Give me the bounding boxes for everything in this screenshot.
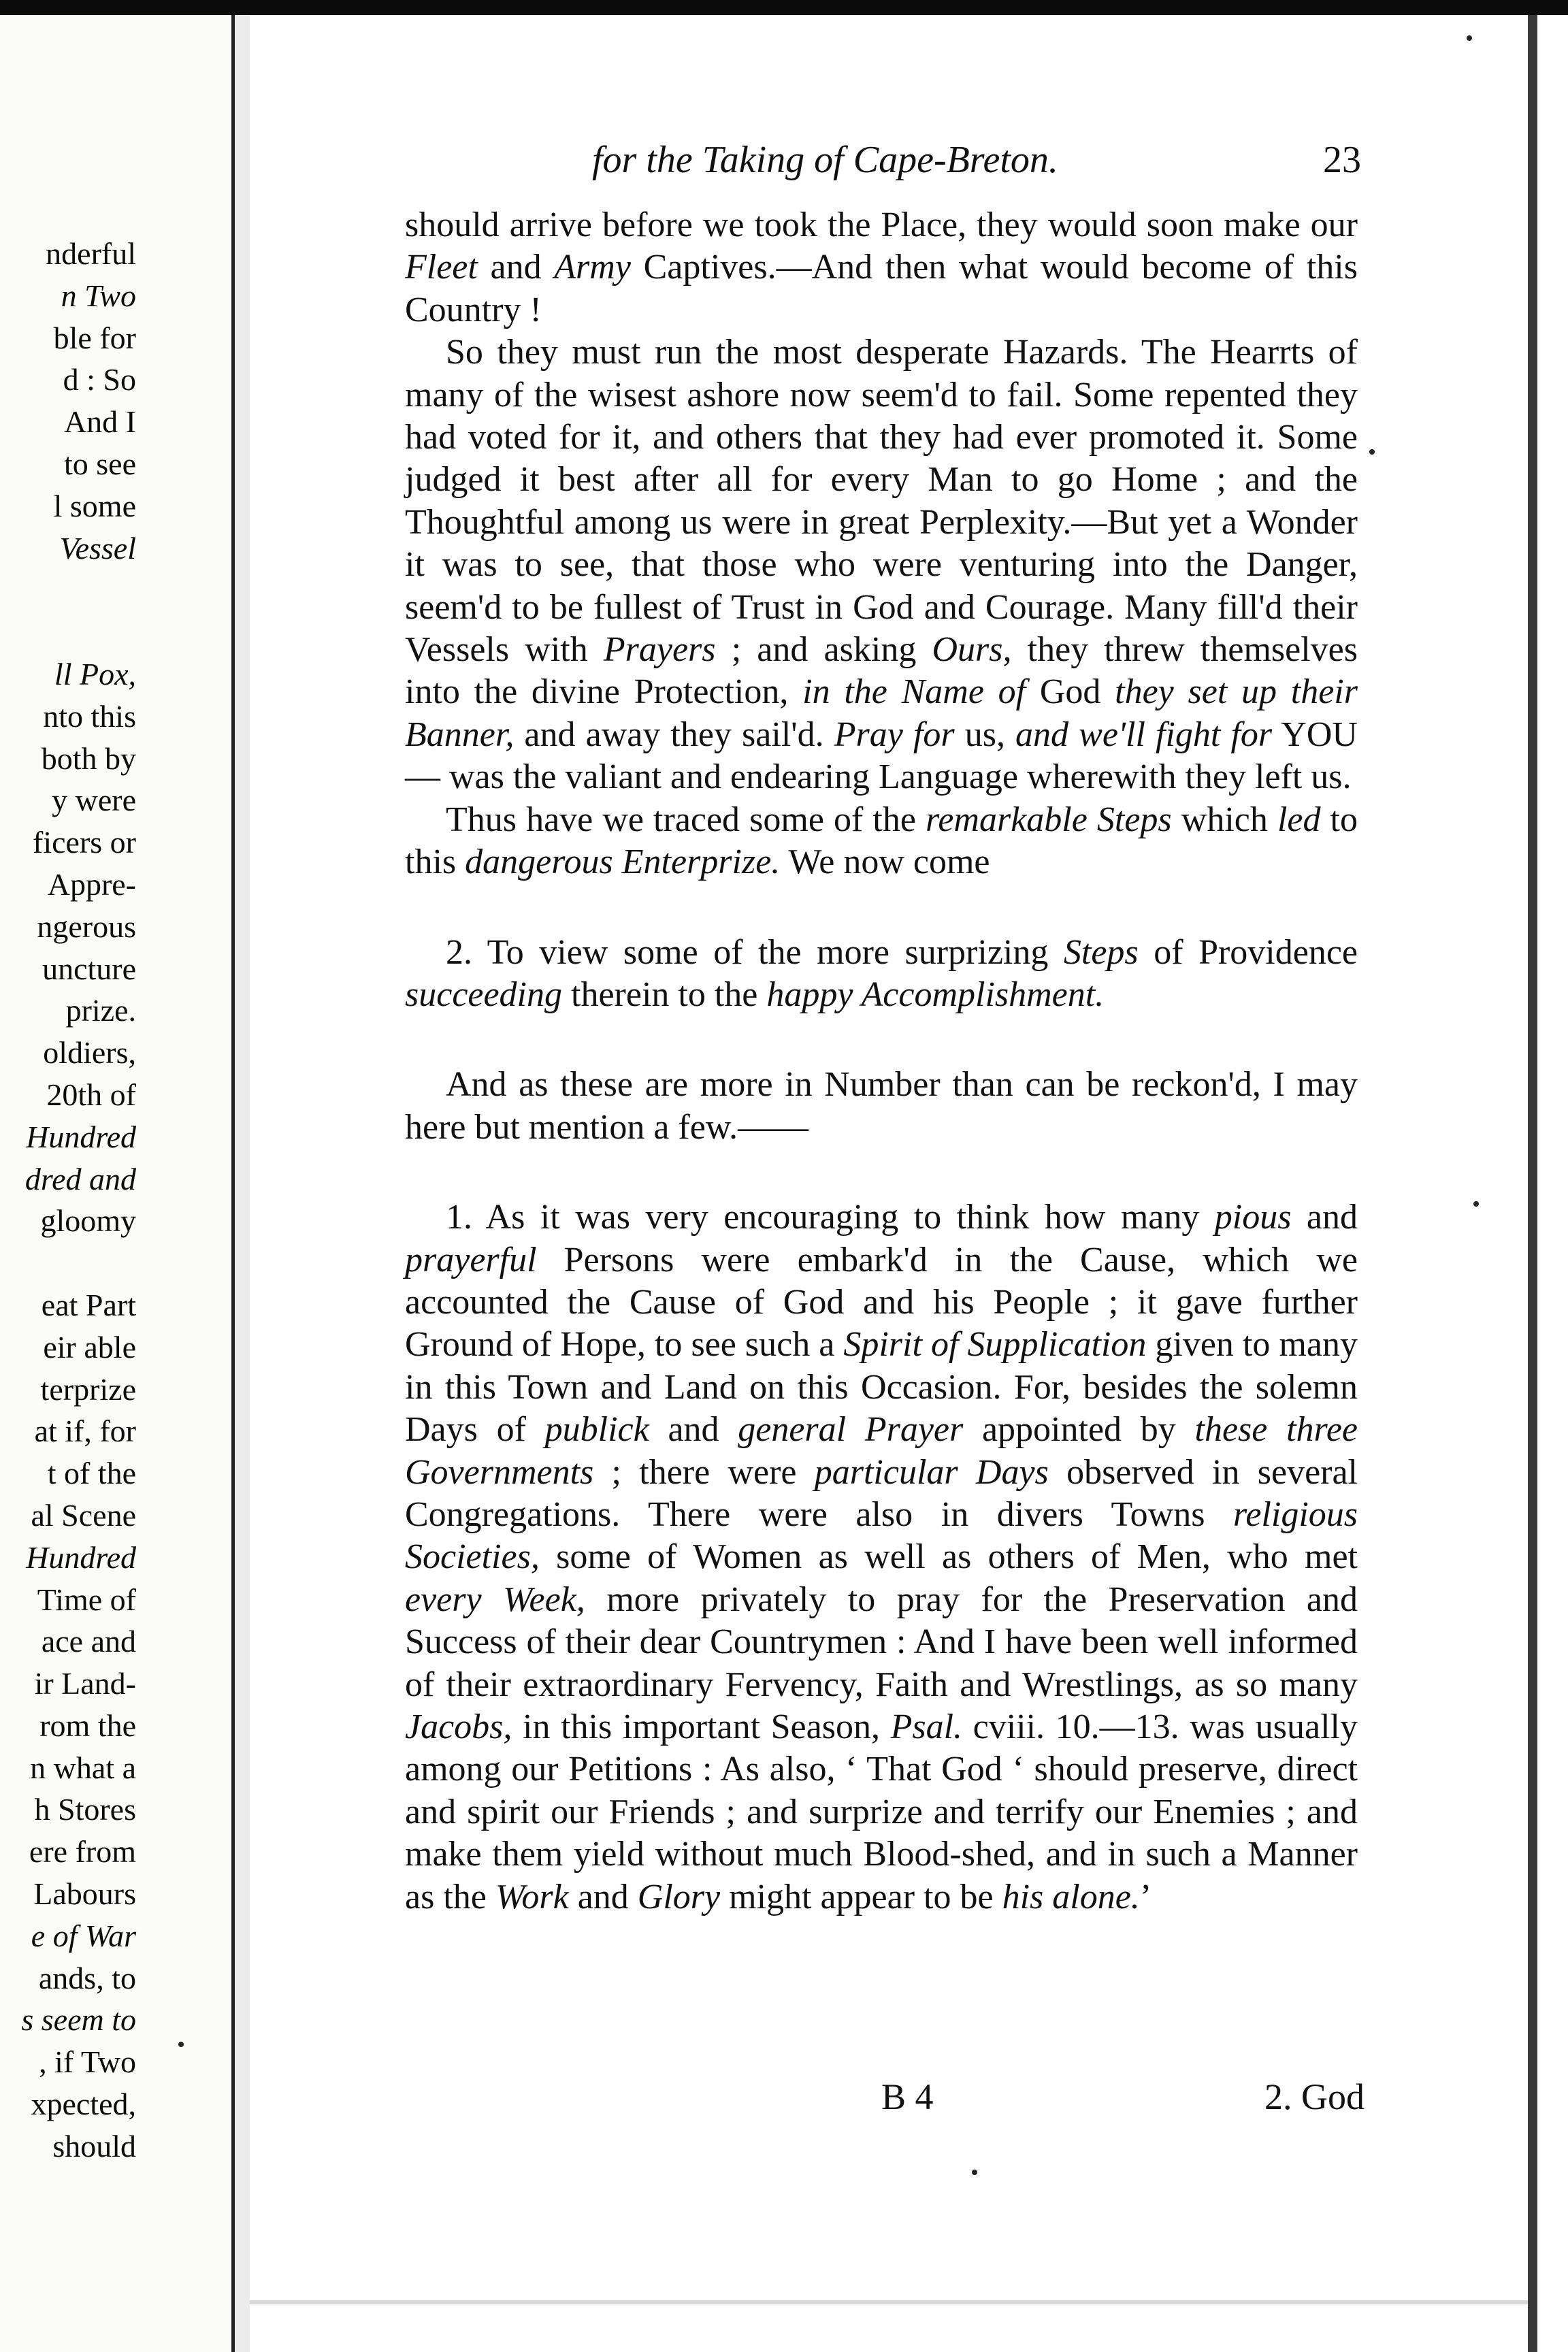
paragraph <box>405 1196 1358 1918</box>
left-page-line: should <box>52 2128 136 2163</box>
page-footer <box>405 2076 1365 2130</box>
italic-run: every Week, <box>405 1580 585 1619</box>
text-run: Thus have we traced some of the <box>446 800 926 839</box>
text-run: 1. As it was very encouraging to think how many <box>446 1198 1215 1237</box>
text-run: which <box>1171 800 1277 839</box>
facing-left-page <box>0 15 235 2352</box>
left-page-line <box>0 569 231 611</box>
italic-run: Spirit of Supplication <box>843 1325 1147 1365</box>
italic-run: pious <box>1214 1198 1292 1237</box>
italic-run: prayerful <box>405 1240 537 1279</box>
left-page-line: ir Land- <box>34 1666 136 1701</box>
text-run: appointed by <box>963 1410 1195 1450</box>
left-page-line: l some <box>53 488 136 523</box>
text-run: So they must run the most desperate Hazards. The Hearrts of many of the wisest ashore now seem'd to fail. Some repented they had voted for it, and others that they had ever promoted it. Some judged it best after all for every Man to go Home ; and the Thoughtful among us were in great Perplexity.—But yet a Wonder it was to see, that those who were venturing into the Danger, seem'd to be fullest of Trust in God and Courage. Many fill'd their Vessels with <box>405 333 1358 670</box>
signature-mark: B 4 <box>881 2076 934 2117</box>
left-page-line: Hundred <box>26 1119 136 1154</box>
left-page-line: ficers or <box>33 825 136 860</box>
left-page-line: And I <box>63 404 136 440</box>
text-run: might appear to be <box>720 1877 1002 1916</box>
left-page-line: ngerous <box>37 909 136 944</box>
main-text-block <box>405 204 1358 1918</box>
italic-run: publick <box>544 1410 649 1450</box>
italic-run: Psal. <box>890 1708 963 1746</box>
text-run: therein to the <box>562 975 767 1014</box>
left-page-line: ere from <box>29 1834 136 1869</box>
italic-run: Prayers <box>603 630 716 670</box>
left-page-line: Labours <box>33 1876 136 1912</box>
paragraph-gap <box>405 884 1358 932</box>
text-run: given to many in this Town and Land on this Occasion. For, besides the solemn Days of <box>405 1325 1358 1450</box>
left-page-line: xpected, <box>31 2087 136 2122</box>
ink-speck <box>178 2042 184 2047</box>
left-page-line <box>0 1242 231 1284</box>
text-run: some of Women as well as others of Men, who met <box>539 1537 1358 1577</box>
page-number: 23 <box>1323 139 1361 181</box>
italic-run: religious Societies, <box>405 1494 1358 1577</box>
left-page-line: h Stores <box>34 1792 136 1827</box>
left-page-line: ands, to <box>38 1960 136 1995</box>
left-page-line: , if Two <box>39 2044 136 2080</box>
text-run: ; and asking <box>715 630 932 670</box>
text-run: and <box>477 248 555 287</box>
left-page-line: eir able <box>43 1329 136 1365</box>
left-page-line: prize. <box>65 993 136 1028</box>
left-page-text-fragments <box>0 233 231 2168</box>
italic-run: Work <box>495 1877 569 1916</box>
italic-run: Fleet <box>405 248 478 287</box>
left-page-line: Time of <box>37 1582 136 1617</box>
italic-run: general Prayer <box>738 1410 964 1450</box>
left-page-line: n what a <box>30 1750 136 1785</box>
left-page-line: uncture <box>42 951 136 986</box>
left-page-line: rom the <box>39 1708 136 1743</box>
text-run: observed in several Congregations. There were also in divers Towns <box>405 1452 1358 1534</box>
ink-speck <box>1467 35 1472 41</box>
paragraph <box>405 1064 1358 1149</box>
book-gutter <box>235 15 250 2352</box>
paragraph <box>405 799 1358 884</box>
text-run: ’ <box>1139 1877 1152 1916</box>
top-dark-edge <box>0 0 1568 15</box>
italic-run: these three Governments <box>405 1410 1358 1492</box>
left-page-line: n Two <box>61 278 136 313</box>
left-page-line: e of War <box>31 1918 136 1953</box>
paragraph <box>405 204 1358 331</box>
text-run: cviii. 10.—13. was usually among our Petitions : As also, ‘ That God ‘ should preserve, direct and spirit our Friends ; and surprize and terrify our Enemies ; and make them yield without much Blood-shed, and in such a Manner as the <box>405 1708 1358 1916</box>
italic-run: Glory <box>637 1877 721 1916</box>
right-page-edge <box>1528 15 1537 2352</box>
text-run: and <box>1291 1198 1358 1237</box>
left-page-line: at if, for <box>34 1414 136 1449</box>
left-page-line: terprize <box>40 1371 136 1407</box>
left-page-line: ll Pox, <box>54 656 136 691</box>
text-run: us, <box>954 715 1016 754</box>
italic-run: remarkable Steps <box>926 800 1172 839</box>
left-page-line <box>0 611 231 653</box>
text-run: of Providence <box>1138 932 1358 972</box>
ink-speck <box>1369 449 1375 455</box>
italic-run: Steps <box>1063 932 1139 972</box>
italic-run: led <box>1277 800 1321 839</box>
text-run: And as these are more in Number than can be reckon'd, I may here but mention a few.—— <box>405 1065 1358 1147</box>
left-page-line: t of the <box>47 1456 136 1491</box>
text-run: and <box>649 1410 738 1450</box>
left-page-line: ace and <box>41 1624 136 1659</box>
italic-run: particular Days <box>814 1452 1049 1492</box>
paragraph <box>405 932 1358 1017</box>
text-run: We now come <box>780 843 990 882</box>
catchword: 2. God <box>1264 2076 1365 2117</box>
left-page-line: gloomy <box>40 1203 136 1239</box>
text-run: 2. To view some of the more surprizing <box>446 932 1064 972</box>
right-margin <box>1537 15 1568 2352</box>
text-run: God <box>1026 672 1115 712</box>
text-run: in this important Season, <box>512 1708 891 1746</box>
text-run: ; there were <box>593 1452 815 1492</box>
italic-run: Ours, <box>932 630 1012 670</box>
paragraph-gap <box>405 1149 1358 1196</box>
italic-run: succeeding <box>405 975 563 1014</box>
text-run: more privately to pray for the Preservation and Success of their dear Countrymen : And I have been well informed of their extraordinary Fervency, Faith and Wrestlings, as so many <box>405 1580 1358 1704</box>
left-page-line: al Scene <box>31 1497 136 1533</box>
running-header <box>592 136 1361 184</box>
text-run: should arrive before we took the Place, they would soon make our <box>405 206 1358 244</box>
italic-run: they set up their Banner, <box>405 672 1358 754</box>
left-page-line: y were <box>52 783 136 818</box>
left-page-line: dred and <box>24 1161 136 1196</box>
text-run: and <box>568 1877 638 1916</box>
paragraph-gap <box>405 1016 1358 1064</box>
left-page-line: d : So <box>63 362 136 397</box>
text-run: to this <box>405 800 1358 882</box>
left-page-line: Appre- <box>47 866 136 902</box>
text-run: and away they sail'd. <box>514 715 834 754</box>
paragraph <box>405 331 1358 798</box>
left-page-line: to see <box>63 446 136 481</box>
italic-run: dangerous Enterprize. <box>465 843 781 882</box>
running-title: for the Taking of Cape-Breton. <box>592 139 1058 181</box>
left-page-line: nderful <box>46 236 136 271</box>
italic-run: in the Name of <box>802 672 1026 712</box>
text-run: YOU — was the valiant and endearing Language wherewith they left us. <box>405 715 1358 797</box>
italic-run: and we'll fight for <box>1015 715 1273 754</box>
left-page-line: oldiers, <box>43 1035 136 1071</box>
bottom-shadow <box>250 2300 1528 2304</box>
text-run: Persons were embark'd in the Cause, which we accounted the Cause of God and his People ; it gave further Ground of Hope, to see such a <box>405 1240 1358 1365</box>
italic-run: his alone. <box>1002 1877 1140 1916</box>
text-run: they threw themselves into the divine Protection, <box>405 630 1358 712</box>
italic-run: Army <box>554 248 631 287</box>
left-page-line: ble for <box>53 320 136 355</box>
left-page-line: Hundred <box>26 1539 136 1575</box>
italic-run: Pray for <box>834 715 955 754</box>
left-page-line: s seem to <box>21 2002 136 2038</box>
italic-run: Jacobs, <box>405 1708 512 1746</box>
italic-run: happy Accomplishment. <box>766 975 1105 1014</box>
left-page-line: both by <box>41 740 136 776</box>
left-page-line: nto this <box>43 698 136 734</box>
left-page-line: 20th of <box>46 1077 136 1112</box>
ink-speck <box>1473 1201 1479 1207</box>
text-run: Captives.—And then what would become of this Country ! <box>405 248 1358 329</box>
left-page-line: Vessel <box>59 530 136 566</box>
left-page-line: eat Part <box>41 1287 136 1322</box>
ink-speck <box>972 2170 977 2175</box>
